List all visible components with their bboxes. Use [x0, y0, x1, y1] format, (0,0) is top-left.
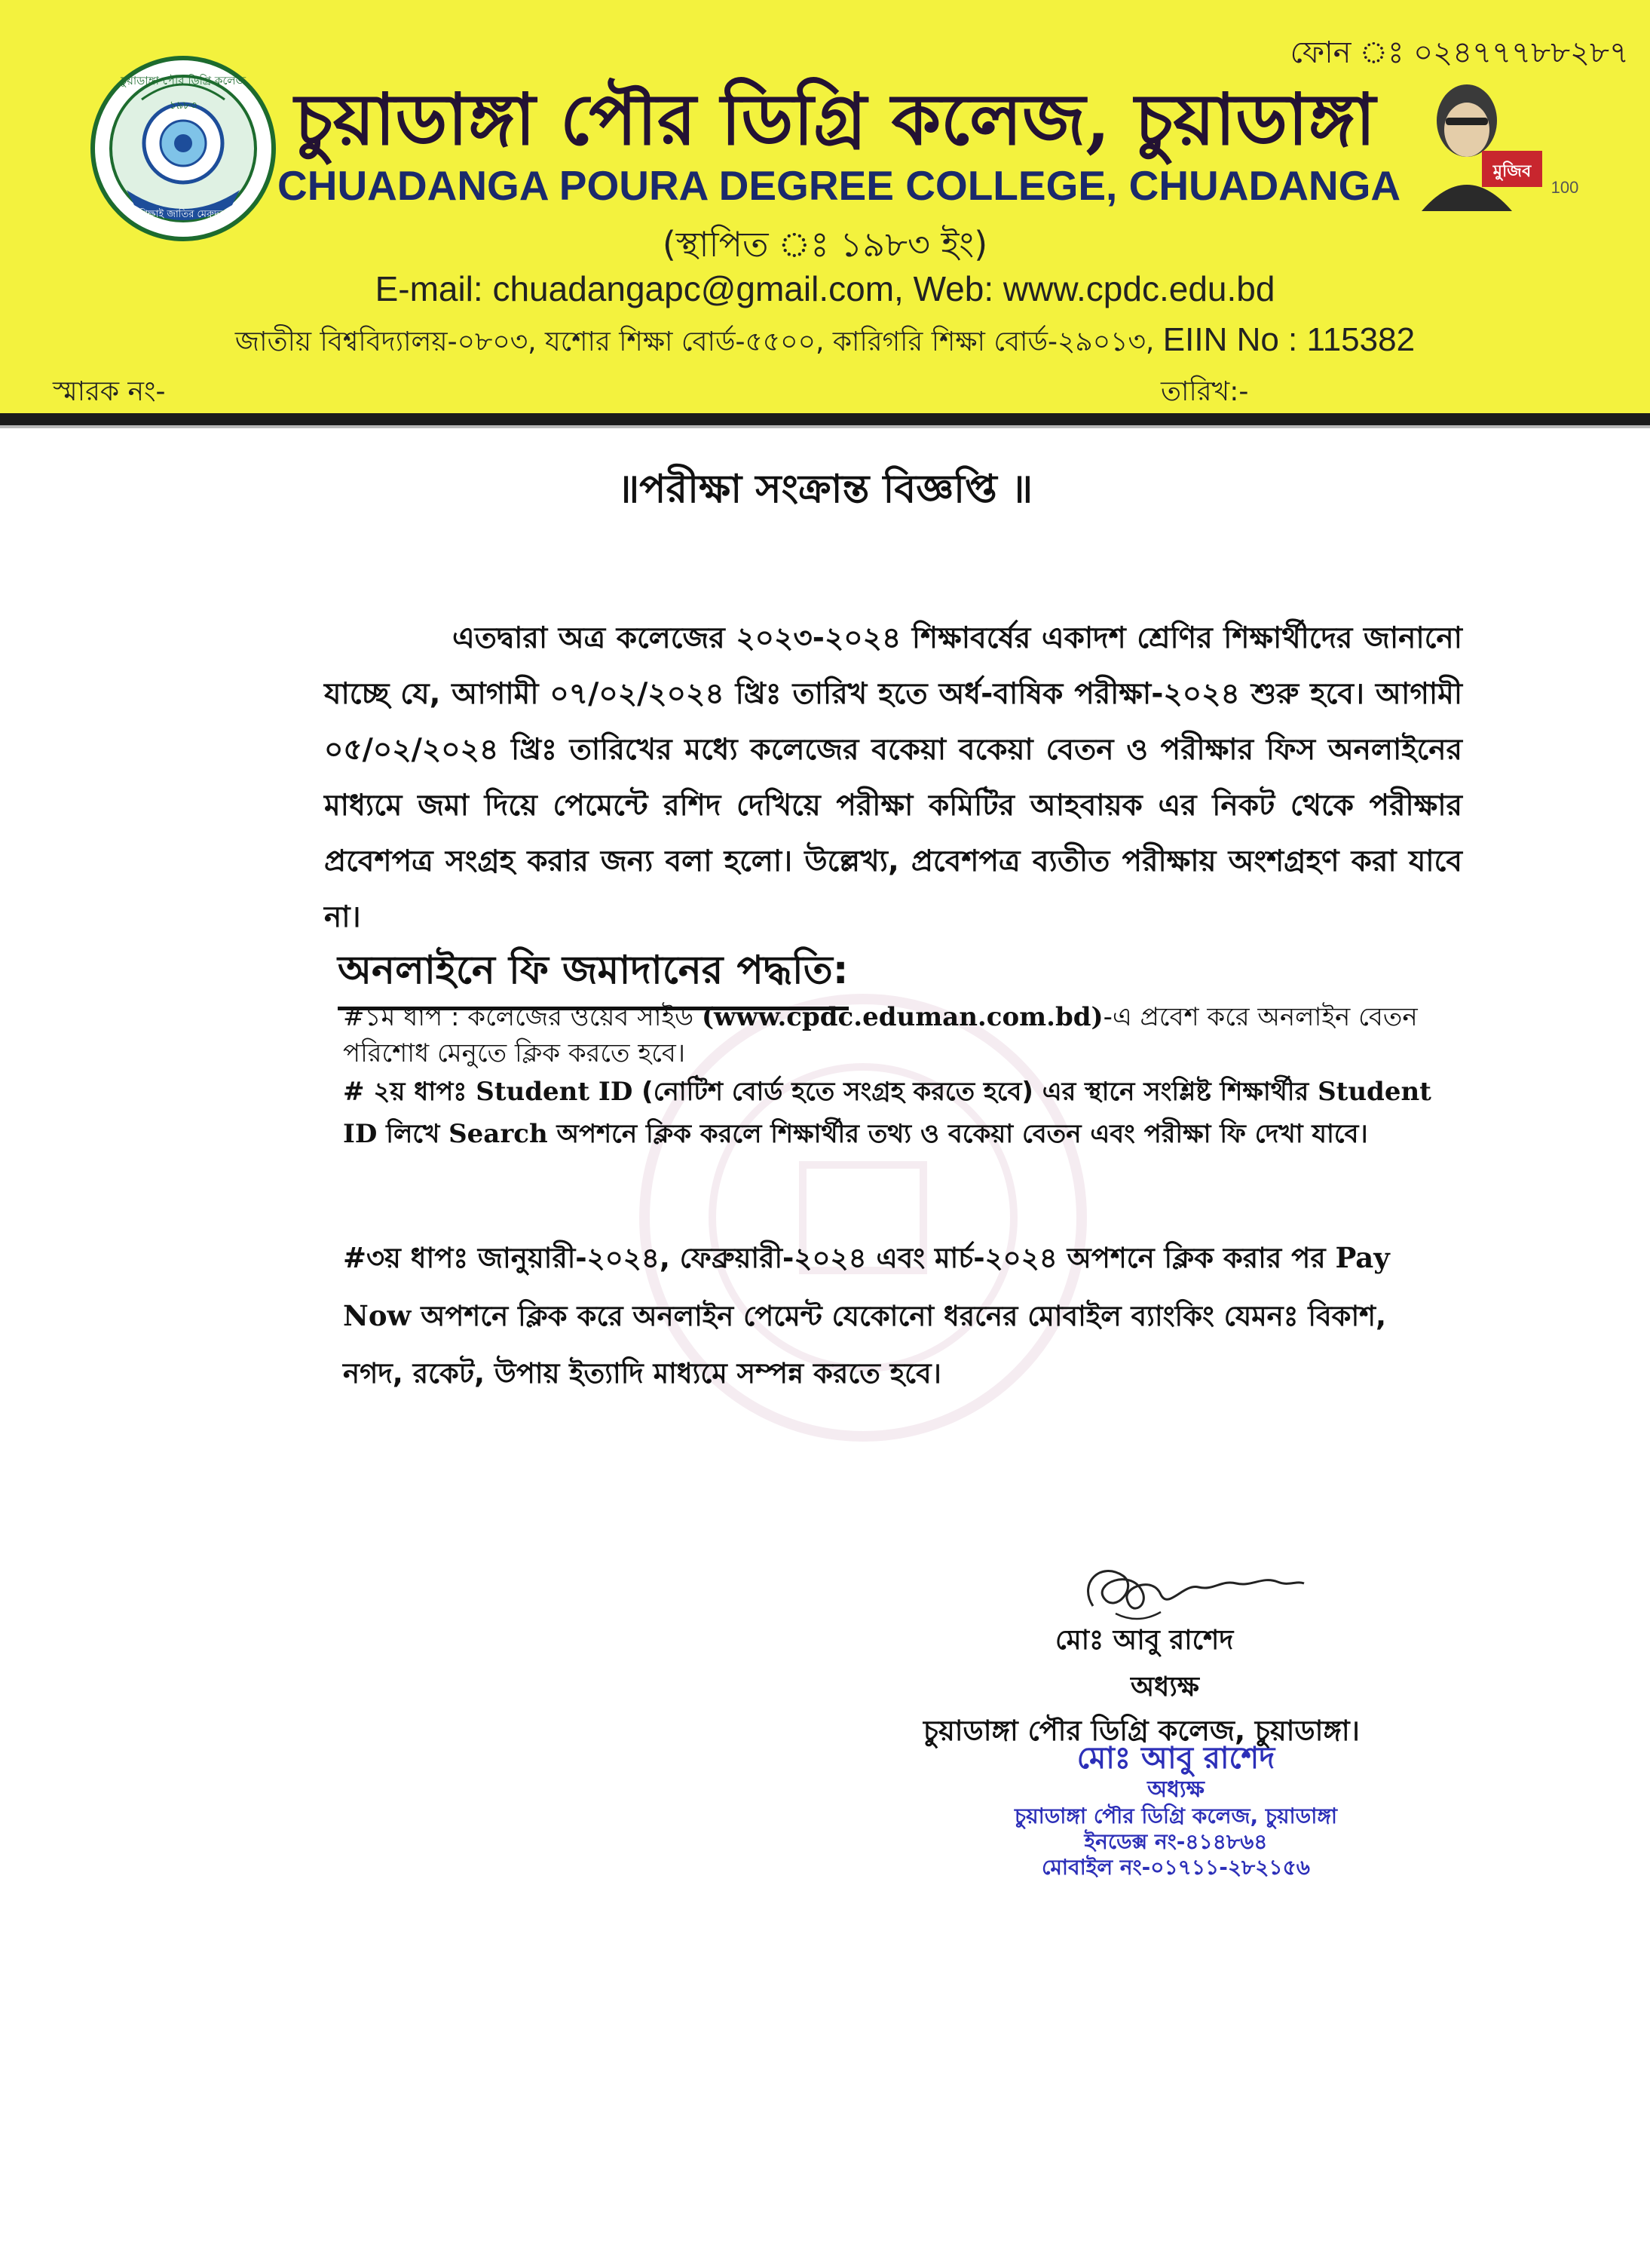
step-2 — [343, 1071, 1455, 1155]
date-label: তারিখ:- — [1161, 376, 1249, 407]
logo-motto: শিক্ষাই জাতির মেরুদন্ড — [139, 209, 228, 220]
principal-title: অধ্যক্ষ — [1131, 1672, 1199, 1703]
phone-number: ফোন ঃ ০২৪৭৭৭৮৮২৮৭ — [1290, 35, 1629, 70]
memo-number-label: স্মারক নং- — [53, 376, 166, 407]
step-2-search: Search — [448, 1119, 548, 1149]
principal-name: মোঃ আবু রাশেদ — [1055, 1625, 1234, 1656]
college-logo — [89, 54, 277, 243]
step-2-student-id-2: Student ID — [343, 1077, 1431, 1149]
seal-index-number: ইনডেক্স নং-৪১৪৮৬৪ — [1084, 1829, 1268, 1854]
college-name-bangla: চুয়াডাঙ্গা পৌর ডিগ্রি কলেজ, চুয়াডাঙ্গা — [294, 78, 1376, 161]
step-1-url: (www.cpdc.eduman.com.bd) — [701, 1002, 1104, 1032]
mujib-portrait-emblem — [1407, 75, 1581, 211]
portrait-badge-text: মুজিব — [1492, 162, 1532, 181]
step-2-text-b: (নোটিশ বোর্ড হতে সংগ্রহ করতে হবে) এর স্থানে সংশ্লিষ্ট শিক্ষার্থীর — [632, 1077, 1318, 1107]
logo-text: চুয়াডাঙ্গা পৌর ডিগ্রি কলেজ — [120, 74, 246, 87]
step-2-text-c: লিখে — [377, 1119, 449, 1149]
principal-college: চুয়াডাঙ্গা পৌর ডিগ্রি কলেজ, চুয়াডাঙ্গা। — [923, 1715, 1360, 1747]
board-codes — [0, 321, 1650, 366]
notice-title: ॥পরীক্ষা সংক্রান্ত বিজ্ঞপ্তি ॥ — [617, 467, 1033, 512]
seal-mobile-number: মোবাইল নং-০১৭১১-২৮২১৫৬ — [1042, 1855, 1310, 1880]
step-2-text-d: অপশনে ক্লিক করলে শিক্ষার্থীর তথ্য ও বকেয়া বেতন এবং পরীক্ষা ফি দেখা যাবে। — [547, 1119, 1368, 1149]
letterhead-divider-shadow — [0, 425, 1650, 428]
seal-name: মোঃ আবু রাশেদ — [1076, 1741, 1275, 1776]
logo-year: ১৯৮৩ — [169, 100, 197, 112]
notice-paragraph: এতদ্বারা অত্র কলেজের ২০২৩-২০২৪ শিক্ষাবর্ষের একাদশ শ্রেণির শিক্ষার্থীদের জানানো যাচ্ছে যে, আগামী ০৭/০২/২০২৪ খ্রিঃ তারিখ হতে অর্ধ-বাষিক পরীক্ষা-২০২৪ শুরু হবে। আগামী ০৫/০২/২০২৪ খ্রিঃ তারিখের মধ্যে কলেজের বকেয়া বকেয়া বেতন ও পরীক্ষার ফিস অনলাইনের মাধ্যমে জমা দিয়ে পেমেন্টে রশিদ দেখিয়ে পরীক্ষা কমিটির আহবায়ক এর নিকট থেকে পরীক্ষার প্রবেশপত্র সংগ্রহ করার জন্য বলা হলো। উল্লেখ্য, প্রবেশপত্র ব্যতীত পরীক্ষায় অংশগ্রহণ করা যাবে না। — [324, 621, 1462, 934]
portrait-badge-number: 100 — [1551, 178, 1579, 197]
eiin-number: EIIN No : 115382 — [1162, 321, 1416, 358]
payment-method-heading: অনলাইনে ফি জমাদানের পদ্ধতি: — [338, 939, 849, 1010]
seal-college: চুয়াডাঙ্গা পৌর ডিগ্রি কলেজ, চুয়াডাঙ্গা — [1014, 1804, 1338, 1828]
step-1-text-a: #১ম ধাপ : কলেজের ওয়েব সাইড — [343, 1002, 702, 1032]
step-3-pay-now: Pay Now — [343, 1241, 1390, 1332]
handwritten-signature — [1070, 1553, 1312, 1629]
step-3-text-b: অপশনে ক্লিক করে অনলাইন পেমেন্ট যেকোনো ধরনের মোবাইল ব্যাংকিং যেমনঃ বিকাশ, নগদ, রকেট, উপায় ইত্যাদি মাধ্যমে সম্পন্ন করতে হবে। — [343, 1300, 1387, 1390]
step-1-text-b: -এ প্রবেশ করে অনলাইন বেতন পরিশোধ মেনুতে ক্লিক করতে হবে। — [343, 1002, 1418, 1068]
seal-title: অধ্যক্ষ — [1147, 1776, 1205, 1803]
step-2-text-a: # ২য় ধাপঃ — [343, 1077, 476, 1107]
contact-info: E-mail: chuadangapc@gmail.com, Web: www.cpdc.edu.bd — [375, 269, 1275, 308]
step-1 — [343, 999, 1455, 1071]
step-3 — [343, 1229, 1455, 1402]
board-codes-text: জাতীয় বিশ্ববিদ্যালয়-০৮০৩, যশোর শিক্ষা বোর্ড-৫৫০০, কারিগরি শিক্ষা বোর্ড-২৯০১৩, — [234, 326, 1155, 357]
college-name-english: CHUADANGA POURA DEGREE COLLEGE, CHUADANGA — [277, 162, 1401, 209]
letterhead-divider — [0, 413, 1650, 425]
established-year: (স্থাপিত ঃ ১৯৮৩ ইং) — [662, 224, 988, 265]
official-seal — [980, 1740, 1372, 1880]
step-2-student-id: Student ID — [476, 1077, 633, 1107]
step-3-text-a: #৩য় ধাপঃ জানুয়ারী-২০২৪, ফেব্রুয়ারী-২০২৪ এবং মার্চ-২০২৪ অপশনে ক্লিক করার পর — [343, 1242, 1336, 1274]
